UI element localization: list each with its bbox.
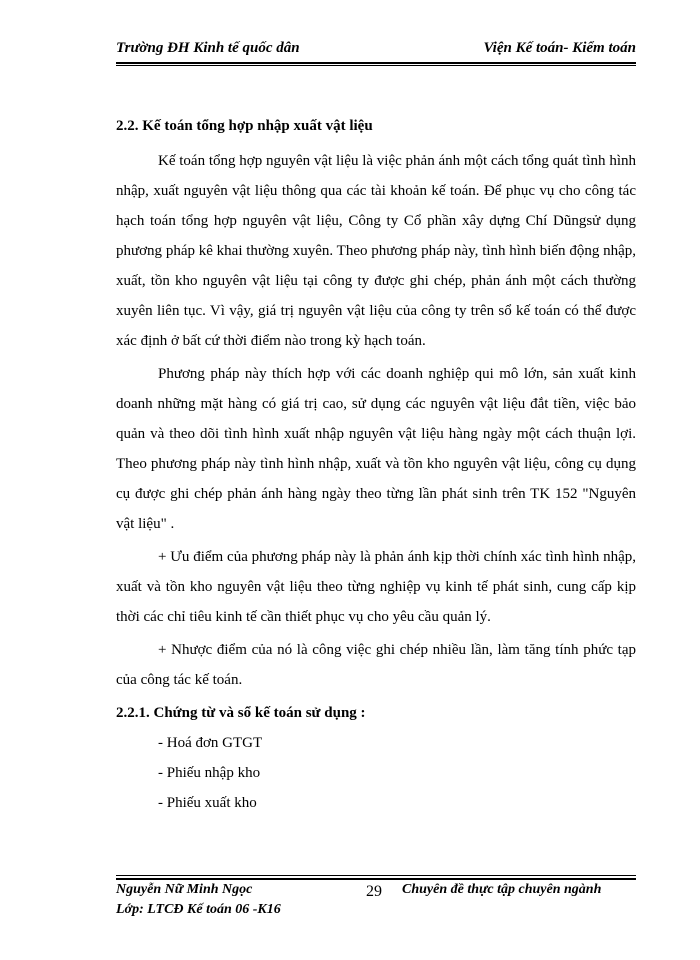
paragraph: Phương pháp này thích hợp với các doanh nghiệp qui mô lớn, sản xuất kinh doanh những mặt hàng có giá trị cao, sử dụng các nguyên vật liệu đắt tiền, việc bảo quản và theo dõi tình hình xuất nhập nguyên vật liệu hàng ngày một cách thuận lợi. Theo phương pháp này tình hình nhập, xuất và tồn kho nguyên vật liệu, công cụ dụng cụ được ghi chép phản ánh hàng ngày theo từng lần phát sinh trên TK 152 "Nguyên vật liệu" . (116, 366, 636, 532)
paragraph: + Ưu điểm của phương pháp này là phản ánh kịp thời chính xác tình hình nhập, xuất và tồn kho nguyên vật liệu theo từng nghiệp vụ kinh tế phát sinh, cung cấp kịp thời các chỉ tiêu kinh tế cần thiết phục vụ cho yêu cầu quản lý. (116, 549, 636, 625)
list-item: - Phiếu xuất kho (158, 795, 257, 811)
header-rule-thin (116, 65, 636, 66)
footer-rule (116, 878, 636, 880)
page-body (116, 112, 636, 818)
footer-author: Nguyễn Nữ Minh Ngọc (116, 882, 253, 897)
paragraph: Kế toán tổng hợp nguyên vật liệu là việc phản ánh một cách tổng quát tình hình nhập, xuất nguyên vật liệu thông qua các tài khoản kế toán. Để phục vụ cho công tác hạch toán tổng hợp nguyên vật liệu, Công ty Cổ phần xây dựng Chí Dũngsử dụng phương pháp kê khai thường xuyên. Theo phương pháp này, tình hình biến động nhập, xuất, tồn kho nguyên vật liệu tại công ty được ghi chép, phản ánh một cách thường xuyên liên tục. Vì vậy, giá trị nguyên vật liệu của công ty trên sổ kế toán có thể được xác định ở bất cứ thời điểm nào trong kỳ hạch toán. (116, 153, 636, 349)
section-title: 2.2. Kế toán tổng hợp nhập xuất vật liệu (116, 118, 373, 134)
subsection-title: 2.2.1. Chứng từ và sổ kế toán sử dụng : (116, 705, 366, 721)
footer-rule-thin (116, 875, 636, 876)
list-item: - Phiếu nhập kho (158, 765, 261, 781)
document-list (116, 728, 636, 818)
page-number: 29 (366, 883, 382, 900)
header-university: Trường ĐH Kinh tế quốc dân (116, 40, 300, 56)
header-institute: Viện Kế toán- Kiểm toán (483, 40, 636, 56)
footer-doc-title: Chuyên đề thực tập chuyên ngành (402, 882, 602, 897)
page-header (116, 40, 636, 62)
footer-class: Lớp: LTCĐ Kế toán 06 -K16 (116, 902, 281, 917)
paragraph: + Nhược điểm của nó là công việc ghi chép nhiều lần, làm tăng tính phức tạp của công tác kế toán. (116, 642, 636, 688)
header-rule (116, 62, 636, 64)
list-item: - Hoá đơn GTGT (158, 735, 263, 751)
